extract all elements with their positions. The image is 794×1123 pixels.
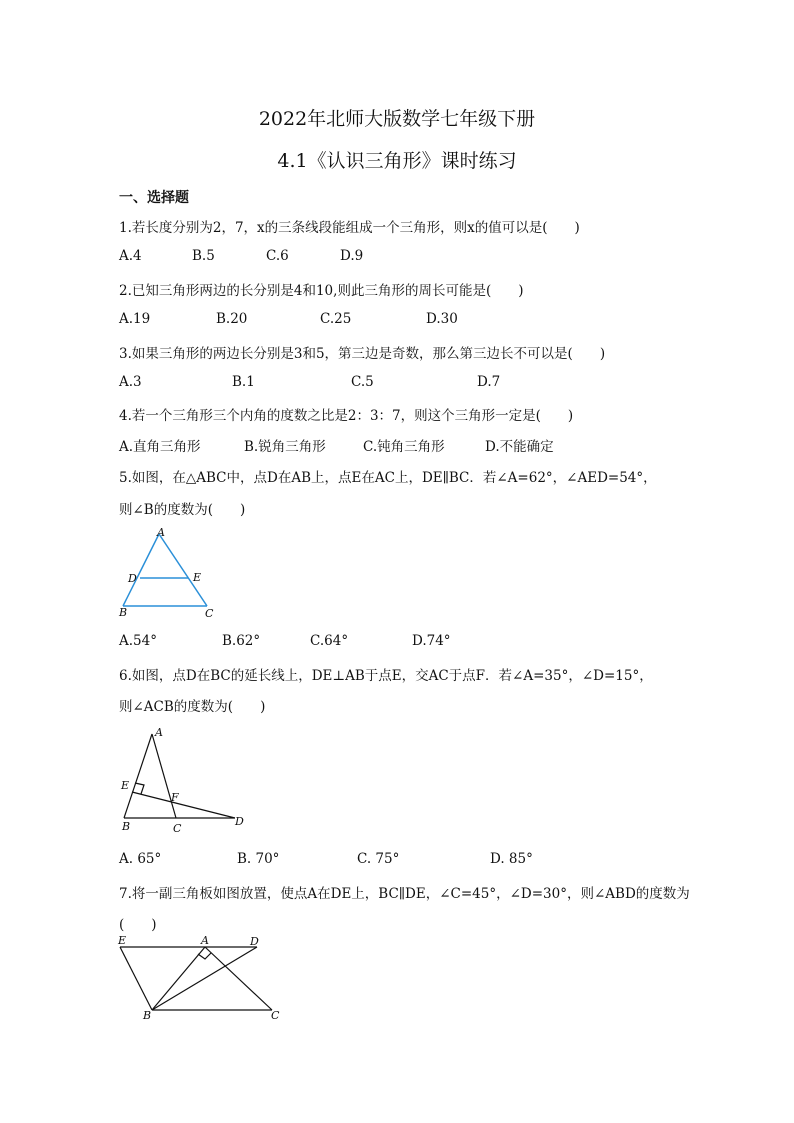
question-2-text: 2.已知三角形两边的长分别是4和10,则此三角形的周长可能是( ) — [119, 283, 524, 299]
question-1-option-d: D.9 — [340, 248, 364, 264]
question-4-option-a: A.直角三角形 — [119, 439, 201, 455]
q7-label-e: E — [118, 934, 127, 947]
question-6-option-a: A. 65° — [119, 851, 162, 867]
question-5-text-line2: 则∠B的度数为( ) — [119, 502, 246, 518]
question-7-text-line2: ( ) — [119, 917, 157, 933]
question-2-option-c: C.25 — [320, 311, 352, 327]
document-subtitle: 4.1《认识三角形》课时练习 — [277, 150, 517, 172]
question-6-option-b: B. 70° — [237, 851, 280, 867]
q6-label-e: E — [121, 779, 130, 792]
question-3-text: 3.如果三角形的两边长分别是3和5，第三边是奇数，那么第三边长不可以是( ) — [119, 346, 606, 362]
question-3-option-d: D.7 — [477, 374, 501, 390]
question-7-text-line1: 7.将一副三角板如图放置，使点A在DE上，BC∥DE，∠C=45°，∠D=30°，则∠ABD的度数为 — [119, 886, 690, 902]
q5-label-c: C — [205, 607, 214, 620]
question-4-option-d: D.不能确定 — [485, 439, 554, 455]
document-title: 2022年北师大版数学七年级下册 — [258, 108, 536, 130]
q5-label-d: D — [128, 572, 137, 585]
q7-label-a: A — [201, 934, 209, 947]
q5-label-a: A — [157, 526, 165, 539]
question-7-figure — [112, 932, 292, 1027]
question-6-option-d: D. 85° — [490, 851, 533, 867]
question-2-option-b: B.20 — [216, 311, 248, 327]
q6-label-b: B — [122, 820, 131, 833]
question-5-option-d: D.74° — [412, 633, 451, 649]
q5-label-b: B — [119, 606, 128, 619]
q6-label-d: D — [235, 815, 244, 828]
question-4-option-b: B.锐角三角形 — [244, 439, 326, 455]
question-1-option-a: A.4 — [119, 248, 142, 264]
q6-label-c: C — [173, 822, 182, 835]
question-5-figure — [115, 524, 225, 624]
question-2-option-a: A.19 — [119, 311, 151, 327]
q6-label-f: F — [171, 791, 179, 804]
question-3-option-a: A.3 — [119, 374, 142, 390]
question-2-option-d: D.30 — [426, 311, 458, 327]
q7-label-b: B — [143, 1009, 152, 1022]
question-1-text: 1.若长度分别为2，7，x的三条线段能组成一个三角形，则x的值可以是( ) — [119, 220, 580, 236]
q6-label-a: A — [155, 726, 163, 739]
q5-label-e: E — [193, 571, 202, 584]
question-4-text: 4.若一个三角形三个内角的度数之比是2：3：7，则这个三角形一定是( ) — [119, 408, 574, 424]
question-5-option-c: C.64° — [310, 633, 349, 649]
question-6-text-line2: 则∠ACB的度数为( ) — [119, 699, 266, 715]
section-heading: 一、选择题 — [119, 190, 189, 206]
question-5-text-line1: 5.如图，在△ABC中，点D在AB上，点E在AC上，DE∥BC．若∠A=62°，∠AED=54°， — [119, 470, 657, 486]
question-5-option-b: B.62° — [222, 633, 261, 649]
question-3-option-b: B.1 — [232, 374, 255, 390]
question-6-text-line1: 6.如图，点D在BC的延长线上，DE⊥AB于点E，交AC于点F．若∠A=35°，∠D=15°， — [119, 668, 653, 684]
question-5-option-a: A.54° — [119, 633, 157, 649]
question-3-option-c: C.5 — [351, 374, 374, 390]
question-6-figure — [115, 722, 250, 837]
q7-label-c: C — [271, 1009, 280, 1022]
question-1-option-c: C.6 — [266, 248, 289, 264]
question-6-option-c: C. 75° — [357, 851, 400, 867]
question-4-option-c: C.钝角三角形 — [363, 439, 445, 455]
q7-label-d: D — [250, 935, 259, 948]
question-1-option-b: B.5 — [192, 248, 215, 264]
